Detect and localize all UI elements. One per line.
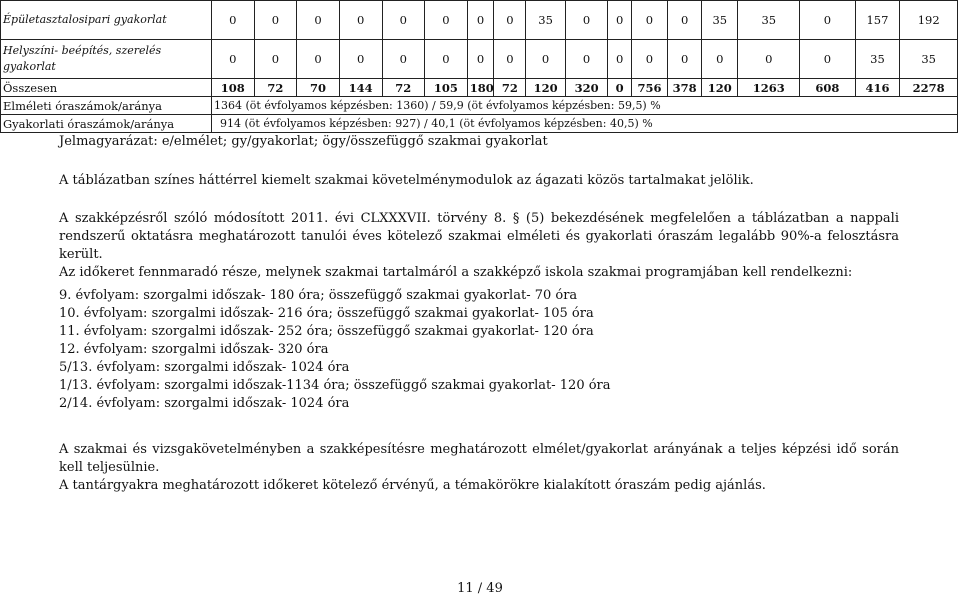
year-list xyxy=(59,287,899,413)
table-cell: 72 xyxy=(254,79,297,97)
table-cell: 192 xyxy=(900,1,958,40)
table-cell: 70 xyxy=(297,79,340,97)
table-cell: 105 xyxy=(425,79,468,97)
table-cell: 0 xyxy=(494,1,526,40)
table-cell: 0 xyxy=(254,40,297,79)
table-cell: 0 xyxy=(425,1,468,40)
table-cell: 144 xyxy=(339,79,382,97)
page-number: 11 / 49 xyxy=(457,581,503,596)
list-item: 10. évfolyam: szorgalmi időszak- 216 óra; összefüggő szakmai gyakorlat- 105 óra xyxy=(59,306,594,321)
theory-summary: 1364 (öt évfolyamos képzésben: 1360) / 59,9 (öt évfolyamos képzésben: 59,5) % xyxy=(212,97,958,115)
table-cell: 0 xyxy=(565,40,608,79)
practice-row xyxy=(1,115,958,133)
table-cell: 0 xyxy=(565,1,608,40)
table-cell: 120 xyxy=(526,79,565,97)
table-cell: 72 xyxy=(494,79,526,97)
list-item: 9. évfolyam: szorgalmi időszak- 180 óra; összefüggő szakmai gyakorlat- 70 óra xyxy=(59,288,578,303)
list-item: 1/13. évfolyam: szorgalmi időszak-1134 óra; összefüggő szakmai gyakorlat- 120 óra xyxy=(59,378,611,393)
table-cell: 0 xyxy=(467,1,494,40)
table-row xyxy=(1,40,958,79)
total-row xyxy=(1,79,958,97)
table-cell: 0 xyxy=(212,1,255,40)
law-paragraph: A szakképzésről szóló módosított 2011. évi CLXXXVII. törvény 8. § (5) bekezdésének megfelelően a táblázatban a nappali rendszerű oktatásra meghatározott tanulói éves kötelező szakmai elméleti és gyakorlati óraszám legalább 90%-a felosztásra került. xyxy=(59,211,899,262)
table-cell: 756 xyxy=(631,79,667,97)
table-cell: 35 xyxy=(900,40,958,79)
table-cell: 0 xyxy=(339,40,382,79)
table-cell: 416 xyxy=(855,79,900,97)
theory-row xyxy=(1,97,958,115)
hours-table xyxy=(0,0,958,133)
table-cell: 0 xyxy=(608,40,631,79)
table-cell: 35 xyxy=(702,1,738,40)
table-cell: 0 xyxy=(668,1,702,40)
list-item: 2/14. évfolyam: szorgalmi időszak- 1024 óra xyxy=(59,396,350,411)
table-cell: 120 xyxy=(702,79,738,97)
list-item: 12. évfolyam: szorgalmi időszak- 320 óra xyxy=(59,342,329,357)
table-cell: 0 xyxy=(382,1,425,40)
law-block xyxy=(59,210,899,282)
table-cell: 108 xyxy=(212,79,255,97)
table-cell: 0 xyxy=(668,40,702,79)
table-cell: 0 xyxy=(425,40,468,79)
table-cell: 378 xyxy=(668,79,702,97)
row-label: Gyakorlati óraszámok/aránya xyxy=(1,115,212,133)
table-cell: 0 xyxy=(339,1,382,40)
legend: Jelmagyarázat: e/elmélet; gy/gyakorlat; ögy/összefüggő szakmai gyakorlat xyxy=(59,134,548,149)
row-label: Elméleti óraszámok/aránya xyxy=(1,97,212,115)
allocation-paragraph: A tantárgyakra meghatározott időkeret kötelező érvényű, a témakörökre kialakított óraszám pedig ajánlás. xyxy=(59,478,766,493)
table-cell: 0 xyxy=(738,40,800,79)
list-item: 5/13. évfolyam: szorgalmi időszak- 1024 óra xyxy=(59,360,350,375)
table-cell: 320 xyxy=(565,79,608,97)
table-cell: 35 xyxy=(526,1,565,40)
table-cell: 0 xyxy=(800,1,855,40)
closing-block xyxy=(59,441,899,495)
practice-summary: 914 (öt évfolyamos képzésben: 927) / 40,1 (öt évfolyamos képzésben: 40,5) % xyxy=(212,115,958,133)
highlight-note: A táblázatban színes háttérrel kiemelt szakmai követelménymodulok az ágazati közös tartalmakat jelölik. xyxy=(59,173,754,188)
list-item: 11. évfolyam: szorgalmi időszak- 252 óra; összefüggő szakmai gyakorlat- 120 óra xyxy=(59,324,594,339)
table-cell: 0 xyxy=(526,40,565,79)
table-row xyxy=(1,1,958,40)
table-cell: 0 xyxy=(608,1,631,40)
table-cell: 0 xyxy=(297,40,340,79)
table-cell: 0 xyxy=(631,1,667,40)
table-cell: 0 xyxy=(494,40,526,79)
row-label: Helyszíni- beépítés, szerelés gyakorlat xyxy=(1,40,212,79)
table-cell: 157 xyxy=(855,1,900,40)
table-cell: 180 xyxy=(467,79,494,97)
table-cell: 0 xyxy=(702,40,738,79)
table-cell: 0 xyxy=(212,40,255,79)
table-cell: 35 xyxy=(855,40,900,79)
row-label: Épületasztalosipari gyakorlat xyxy=(1,1,212,40)
row-label: Összesen xyxy=(1,79,212,97)
table-cell: 72 xyxy=(382,79,425,97)
table-cell: 0 xyxy=(800,40,855,79)
table-cell: 0 xyxy=(608,79,631,97)
table-cell: 0 xyxy=(254,1,297,40)
table-cell: 0 xyxy=(631,40,667,79)
table-cell: 2278 xyxy=(900,79,958,97)
table-cell: 0 xyxy=(382,40,425,79)
table-cell: 0 xyxy=(467,40,494,79)
table-cell: 35 xyxy=(738,1,800,40)
reserve-paragraph: Az időkeret fennmaradó része, melynek szakmai tartalmáról a szakképző iskola szakmai programjában kell rendelkezni: xyxy=(59,265,853,280)
table-cell: 1263 xyxy=(738,79,800,97)
ratio-paragraph: A szakmai és vizsgakövetelményben a szakképesítésre meghatározott elmélet/gyakorlat arányának a teljes képzési idő során kell teljesülnie. xyxy=(59,442,899,475)
table-cell: 608 xyxy=(800,79,855,97)
table-cell: 0 xyxy=(297,1,340,40)
